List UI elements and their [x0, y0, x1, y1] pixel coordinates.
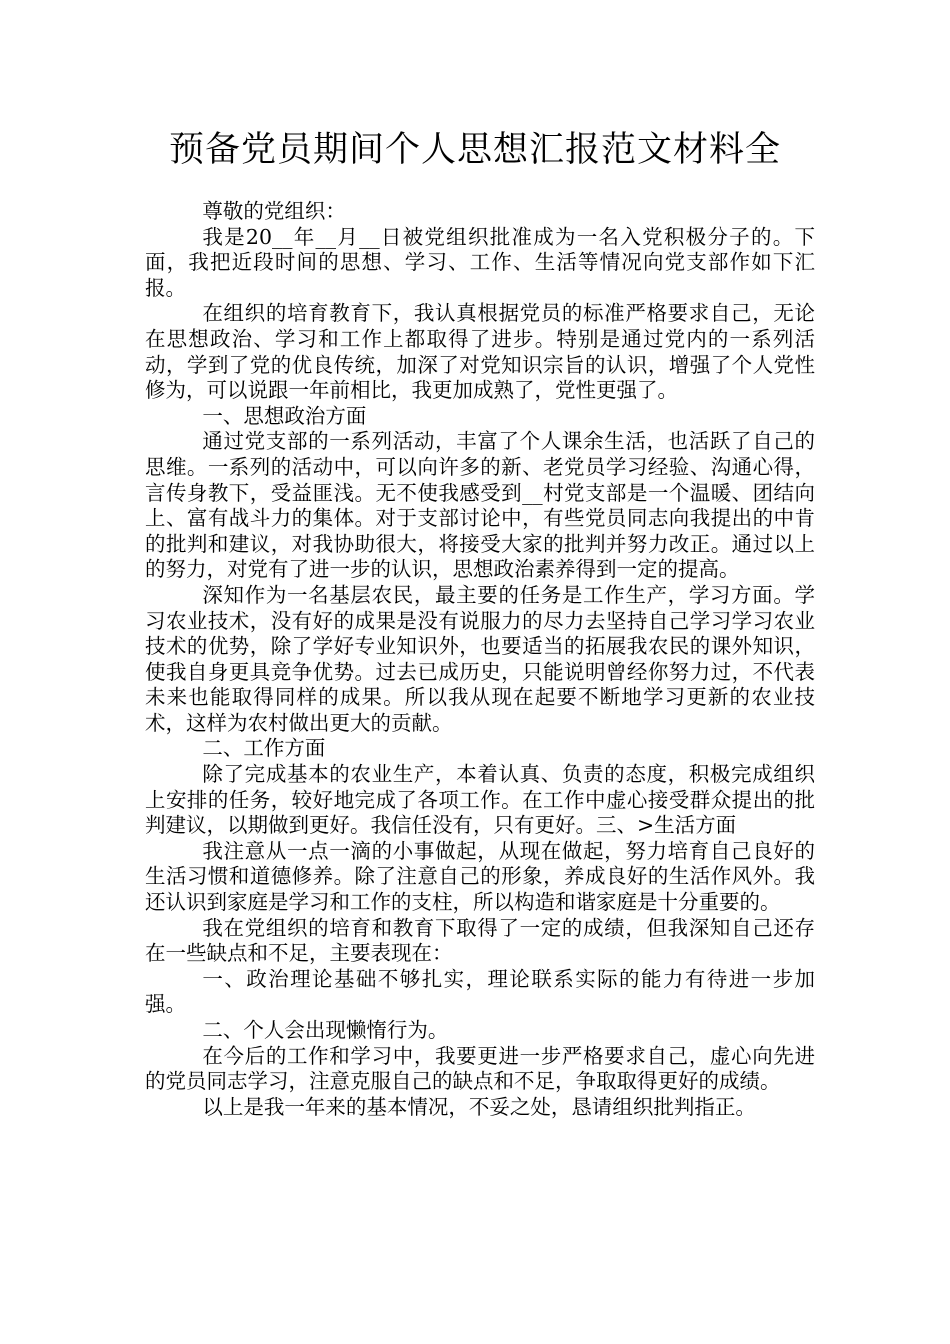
paragraph: 通过党支部的一系列活动，丰富了个人课余生活，也活跃了自己的思维。一系列的活动中，可以向许多的新、老党员学习经验、沟通心得，言传身教下，受益匪浅。无不使我感受到__村党支部是一个温暖、团结向上、富有战斗力的集体。对于支部讨论中，有些党员同志向我提出的中肯的批判和建议，对我协助很大，将接受大家的批判并努力改正。通过以上的努力，对党有了进一步的认识，思想政治素养得到一定的提高。 — [145, 429, 815, 582]
paragraph: 在组织的培育教育下，我认真根据党员的标准严格要求自己，无论在思想政治、学习和工作上都取得了进步。特别是通过党内的一系列活动，学到了党的优良传统，加深了对党知识宗旨的认识，增强了个人党性修为，可以说跟一年前相比，我更加成熟了，党性更强了。 — [145, 301, 815, 403]
paragraph: 在今后的工作和学习中，我要更进一步严格要求自己，虚心向先进的党员同志学习，注意克服自己的缺点和不足，争取取得更好的成绩。 — [145, 1043, 815, 1094]
paragraph: 我注意从一点一滴的小事做起，从现在做起，努力培育自己良好的生活习惯和道德修养。除了注意自己的形象，养成良好的生活作风外。我还认识到家庭是学习和工作的支柱，所以构造和谐家庭是十分重要的。 — [145, 838, 815, 915]
document-title: 预备党员期间个人思想汇报范文材料全 — [168, 130, 781, 170]
document-body — [145, 199, 815, 1120]
closing-paragraph: 以上是我一年来的基本情况，不妥之处，恳请组织批判指正。 — [202, 1094, 756, 1119]
paragraph: 深知作为一名基层农民，最主要的任务是工作生产，学习方面。学习农业技术，没有好的成果是没有说服力的尽力去坚持自己学习学习农业技术的优势，除了学好专业知识外，也要适当的拓展我农民的课外知识，使我自身更具竞争优势。过去已成历史，只能说明曾经你努力过，不代表未来也能取得同样的成果。所以我从现在起要不断地学习更新的农业技术，这样为农村做出更大的贡献。 — [145, 582, 815, 735]
section-heading: 一、思想政治方面 — [202, 403, 367, 428]
paragraph: 除了完成基本的农业生产，本着认真、负责的态度，积极完成组织上安排的任务，较好地完成了各项工作。在工作中虚心接受群众提出的批判建议，以期做到更好。我信任没有，只有更好。三、>生活方面 — [145, 762, 815, 838]
section-heading: 二、工作方面 — [202, 736, 326, 761]
list-item: 二、个人会出现懒惰行为。 — [202, 1018, 449, 1042]
paragraph: 我在党组织的培育和教育下取得了一定的成绩，但我深知自己还存在一些缺点和不足，主要表现在： — [145, 915, 815, 966]
salutation: 尊敬的党组织： — [202, 199, 346, 223]
list-item: 一、政治理论基础不够扎实，理论联系实际的能力有待进一步加强。 — [145, 966, 815, 1017]
paragraph: 我是20__年__月__日被党组织批准成为一名入党积极分子的。下面，我把近段时间的思想、学习、工作、生活等情况向党支部作如下汇报。 — [145, 224, 815, 300]
